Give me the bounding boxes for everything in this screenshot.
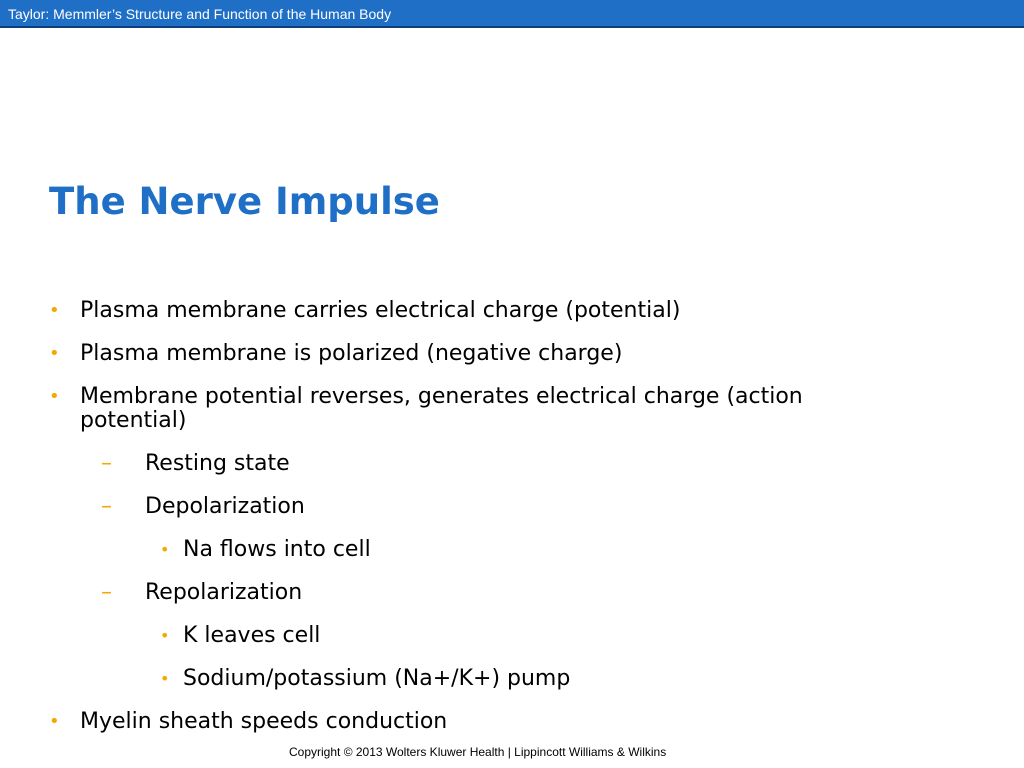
bullet-marker: • bbox=[49, 711, 60, 732]
sub-sub-bullet-text: K leaves cell bbox=[183, 623, 321, 648]
bullet-marker: • bbox=[49, 343, 60, 364]
bullet-marker: • bbox=[160, 669, 170, 688]
sub-sub-bullet-text: Sodium/potassium (Na+/K+) pump bbox=[183, 666, 571, 691]
dash-marker: – bbox=[101, 451, 112, 476]
bullet-text: Plasma membrane carries electrical charge (potential) bbox=[80, 298, 681, 323]
bullet-marker: • bbox=[160, 540, 170, 559]
bullet-text: Membrane potential reverses, generates electrical charge (action bbox=[80, 384, 803, 409]
bullet-text: potential) bbox=[80, 408, 187, 433]
sub-bullet-text: Resting state bbox=[145, 451, 290, 476]
slide-title: The Nerve Impulse bbox=[49, 180, 440, 223]
bullet-text: Myelin sheath speeds conduction bbox=[80, 709, 448, 734]
bullet-marker: • bbox=[49, 300, 60, 321]
sub-sub-bullet-text: Na flows into cell bbox=[183, 537, 371, 562]
copyright-footer: Copyright © 2013 Wolters Kluwer Health | Lippincott Williams & Wilkins bbox=[289, 745, 667, 759]
bullet-marker: • bbox=[49, 386, 60, 407]
bullet-text: Plasma membrane is polarized (negative charge) bbox=[80, 341, 623, 366]
dash-marker: – bbox=[101, 494, 112, 519]
bullet-marker: • bbox=[160, 626, 170, 645]
sub-bullet-text: Repolarization bbox=[145, 580, 303, 605]
book-title: Taylor: Memmler’s Structure and Function of the Human Body bbox=[8, 6, 392, 22]
sub-bullet-text: Depolarization bbox=[145, 494, 305, 519]
dash-marker: – bbox=[101, 580, 112, 605]
